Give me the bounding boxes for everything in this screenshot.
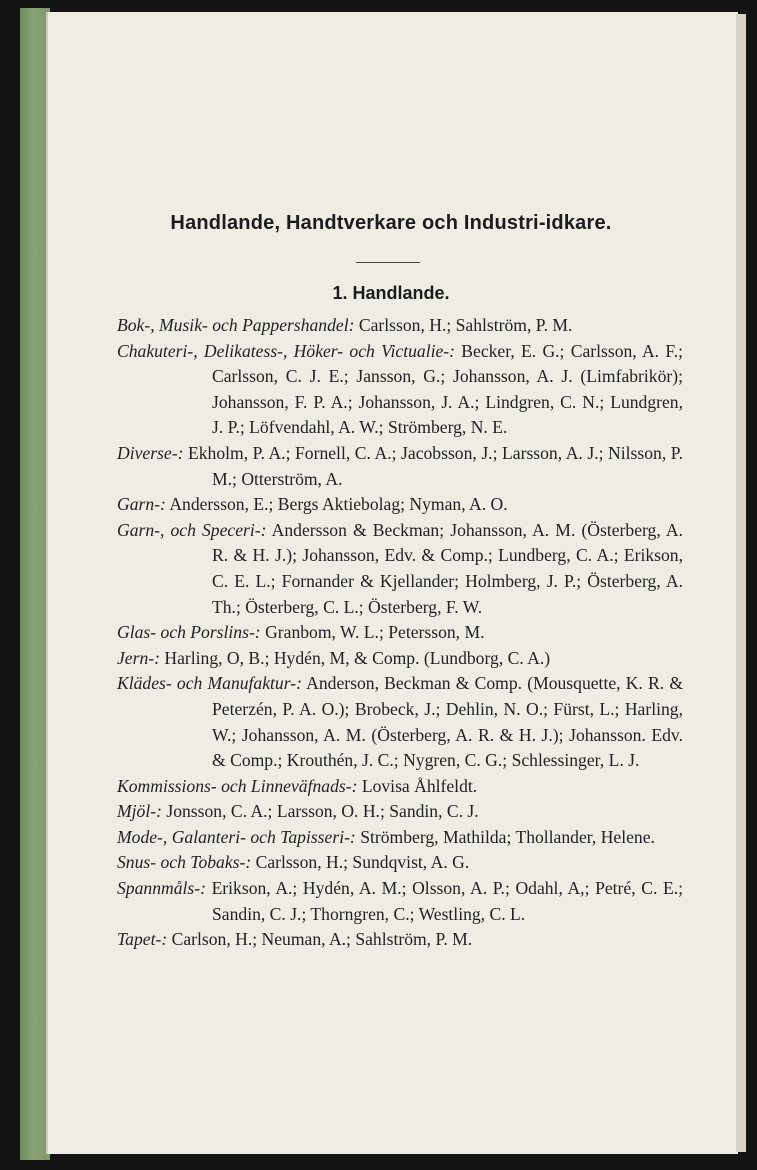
- list-item: [117, 441, 683, 492]
- list-item: [117, 850, 683, 876]
- section-title: 1. Handlande.: [332, 283, 450, 303]
- category-label: Kommissions- och Linneväfnads-:: [117, 775, 358, 796]
- page-edge: [736, 14, 746, 1152]
- category-label: Klädes- och Manufaktur-:: [117, 673, 302, 694]
- merchant-names: Granbom, W. L.; Petersson, M.: [265, 622, 485, 643]
- directory-list: [117, 313, 683, 953]
- merchant-names: Harling, O, B.; Hydén, M, & Comp. (Lundborg, C. A.): [164, 647, 551, 668]
- merchant-names: Carlsson, H.; Sahlström, P. M.: [358, 315, 573, 335]
- list-item: [117, 492, 683, 518]
- merchant-names: Andersson & Beckman; Johansson, A. M. (Österberg, A. R. & H. J.); Johansson, Edv. & Comp.; Lundberg, C. A.; Erikson, C. E. L.; Fornander & Kjellander; Holmberg, J. P.; Österberg, A. Th.; Österberg, C. L.; Österberg, F. W.: [212, 519, 683, 617]
- category-label: Snus- och Tobaks-:: [117, 852, 252, 873]
- heading-divider: [356, 262, 420, 263]
- category-label: Mode-, Galanteri- och Tapisseri-:: [117, 826, 356, 847]
- category-label: Tapet-:: [117, 929, 168, 950]
- category-label: Bok-, Musik- och Pappershandel:: [117, 315, 355, 335]
- list-item: [117, 774, 683, 800]
- list-item: [117, 518, 683, 620]
- category-label: Garn-:: [117, 494, 166, 515]
- category-label: Glas- och Porslins-:: [117, 622, 261, 643]
- merchant-names: Carlson, H.; Neuman, A.; Sahlström, P. M.: [171, 929, 473, 950]
- list-item: [117, 646, 683, 672]
- category-label: Chakuteri-, Delikatess-, Höker- och Victualie-:: [117, 340, 456, 361]
- merchant-names: Anderson, Beckman & Comp. (Mousquette, K. R. & Peterzén, P. A. O.); Brobeck, J.; Dehlin, N. O.; Fürst, L.; Harling, W.; Johansson, A. M. (Österberg, A. R. & H. J.); Johansson. Edv. & Comp.; Krouthén, J. C.; Nygren, C. G.; Schlessinger, L. J.: [212, 673, 683, 771]
- category-label: Garn-, och Speceri-:: [117, 519, 267, 540]
- category-label: Jern-:: [117, 647, 160, 668]
- merchant-names: Ekholm, P. A.; Fornell, C. A.; Jacobsson, J.; Larsson, A. J.; Nilsson, P. M.; Otterström, A.: [188, 442, 683, 489]
- merchant-names: Jonsson, C. A.; Larsson, O. H.; Sandin, C. J.: [166, 801, 479, 822]
- page-heading: Handlande, Handtverkare och Industri-idkare.: [170, 212, 612, 234]
- merchant-names: Lovisa Åhlfeldt.: [361, 775, 478, 796]
- list-item: [117, 339, 683, 441]
- merchant-names: Strömberg, Mathilda; Thollander, Helene.: [360, 826, 655, 847]
- list-item: [117, 620, 683, 646]
- list-item: [117, 313, 683, 339]
- list-item: [117, 671, 683, 773]
- merchant-names: Carlsson, H.; Sundqvist, A. G.: [255, 852, 470, 873]
- category-label: Mjöl-:: [117, 801, 162, 822]
- list-item: [117, 927, 683, 953]
- list-item: [117, 799, 683, 825]
- merchant-names: Erikson, A.; Hydén, A. M.; Olsson, A. P.; Odahl, A,; Petré, C. E.; Sandin, C. J.; Thorngren, C.; Westling, C. L.: [211, 878, 683, 924]
- category-label: Diverse-:: [117, 442, 184, 463]
- list-item: [117, 876, 683, 927]
- category-label: Spannmåls-:: [117, 878, 206, 899]
- merchant-names: Becker, E. G.; Carlsson, A. F.; Carlsson, C. J. E.; Jansson, G.; Johansson, A. J. (Limfabrikör); Johansson, F. P. A.; Johansson, J. A.; Lindgren, C. N.; Lundgren, J. P.; Löfvendahl, A. W.; Strömberg, N. E.: [212, 340, 683, 438]
- merchant-names: Andersson, E.; Bergs Aktiebolag; Nyman, A. O.: [169, 494, 508, 515]
- list-item: [117, 825, 683, 851]
